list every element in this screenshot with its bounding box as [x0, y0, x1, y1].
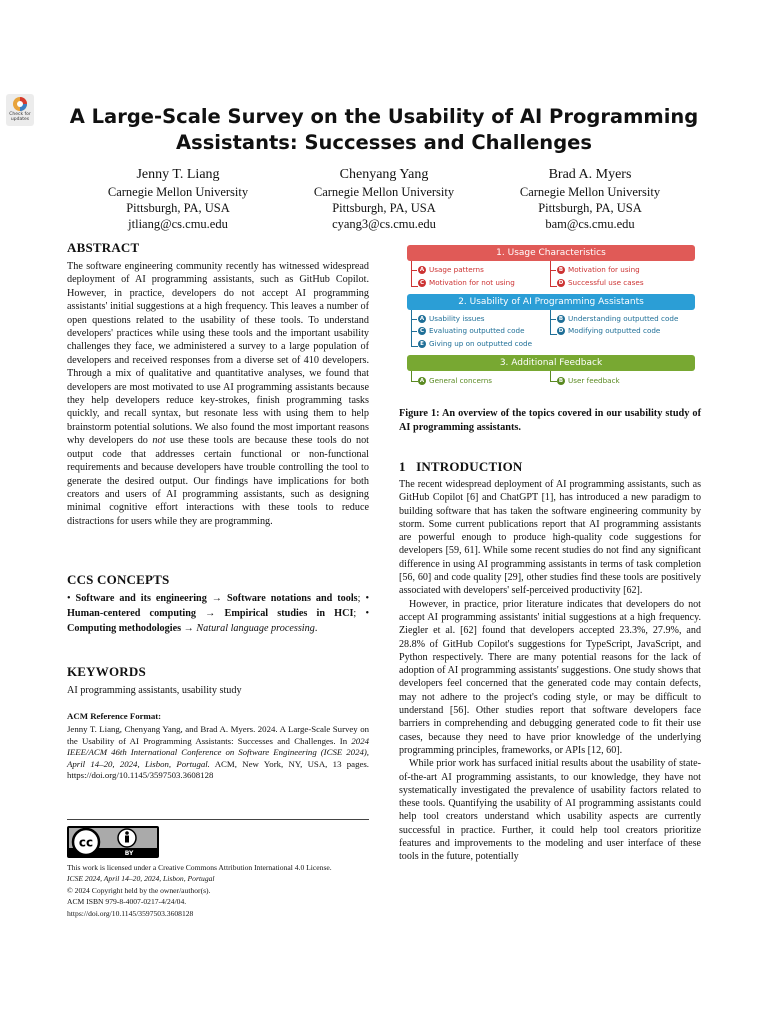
- item-label: Motivation for using: [568, 265, 640, 274]
- cc-icon: [71, 827, 101, 857]
- license-isbn: ACM ISBN 979-8-4007-0217-4/24/04.: [67, 897, 187, 907]
- keywords-text: AI programming assistants, usability study: [67, 685, 242, 696]
- ccs-term: Computing methodologies: [67, 623, 182, 634]
- item-marker: A: [419, 378, 425, 384]
- acm-ref-text: [67, 724, 369, 782]
- item-marker: B: [558, 378, 564, 384]
- item-marker: C: [419, 280, 425, 286]
- figure-section-band: 3. Additional Feedback: [407, 355, 695, 371]
- author-block: [500, 166, 680, 232]
- ccs-sep: ;: [353, 608, 357, 619]
- license-doi[interactable]: https://doi.org/10.1145/3597503.3608128: [67, 908, 194, 918]
- figure-item: [557, 265, 640, 274]
- connector: [550, 261, 557, 287]
- item-marker: A: [419, 316, 425, 322]
- intro-paragraph: However, in practice, prior literature indicates that developers do not accept AI programming assistants' initial suggestions at a high frequency. Ziegler et al. [62] found that developers accepted 23.3%, 27.9%, and 28.8% of GitHub Copilot's suggestions for TypeScript, JavaScript, and Python respectively. There are many potential reasons for the lack of adoption of AI programming assistants' suggestions. One study shows that developers feel concerned that the generated code may contain defects, may not adhere to the project's coding style, or may be difficult to understand [56]. Other studies report that software developers face barriers in comprehending and debugging generated code to fit their use cases, because they need to have prior knowledge of the underlying programming principles, frameworks, or APIs [12, 60].: [399, 598, 701, 756]
- connector: [550, 319, 556, 320]
- cc-by-logo[interactable]: [67, 826, 159, 858]
- item-label: Usage patterns: [429, 265, 484, 274]
- ccs-arrow: →: [211, 593, 222, 604]
- item-marker: E: [418, 340, 426, 348]
- acm-ref-part: Jenny T. Liang, Chenyang Yang, and Brad A. Myers. 2024. A Large-Scale Survey on the Usability of AI Programming Assistants: Successes and Challenges. In: [67, 724, 369, 746]
- item-label: User feedback: [568, 376, 620, 385]
- attribution-icon: [117, 828, 137, 848]
- updates-icon: [12, 96, 28, 112]
- figure-item: [418, 278, 515, 287]
- item-label: Motivation for not using: [429, 278, 515, 287]
- ccs-arrow: →: [183, 623, 194, 634]
- figure-item: [557, 314, 678, 323]
- acm-ref-doi[interactable]: ACM, New York, NY, USA, 13 pages. https://doi.org/10.1145/3597503.3608128: [67, 758, 369, 780]
- item-label: Successful use cases: [568, 278, 644, 287]
- item-marker: B: [558, 267, 564, 273]
- ccs-heading: CCS CONCEPTS: [67, 572, 170, 587]
- author-email[interactable]: jtliang@cs.cmu.edu: [128, 217, 228, 231]
- item-marker: A: [419, 267, 425, 273]
- figure-section-band: 2. Usability of AI Programming Assistants: [407, 294, 695, 310]
- item-marker: B: [558, 316, 564, 322]
- connector: [550, 310, 557, 335]
- ccs-term: Empirical studies in HCI: [224, 608, 354, 619]
- item-marker: D: [558, 280, 564, 286]
- author-affiliation: Carnegie Mellon University: [313, 185, 455, 199]
- ccs-sep: .: [314, 623, 318, 634]
- ccs-bullet: •: [67, 593, 71, 604]
- author-affiliation: Carnegie Mellon University: [519, 185, 661, 199]
- item-label: Modifying outputted code: [568, 326, 661, 335]
- license-copyright: © 2024 Copyright held by the owner/author(s).: [67, 885, 211, 895]
- author-affiliation: Carnegie Mellon University: [107, 185, 249, 199]
- acm-ref-venue: 2024 IEEE/ACM 46th International Conference on Software Engineering (ICSE 2024), April 14–20, 2024, Lisbon, Portugal.: [67, 735, 369, 769]
- abstract-text: [67, 260, 369, 528]
- figure-item: [557, 376, 620, 385]
- ccs-concepts: [67, 591, 369, 636]
- ccs-term: Software notations and tools: [226, 593, 358, 604]
- author-block: [88, 166, 268, 232]
- connector: [411, 310, 418, 347]
- author-name: Brad A. Myers: [548, 167, 632, 182]
- badge-label: Check for updates: [9, 112, 31, 122]
- paper-title: A Large-Scale Survey on the Usability of AI Programming Assistants: Successes and Challenges: [69, 105, 699, 154]
- section-title: INTRODUCTION: [416, 459, 523, 474]
- keywords-heading: KEYWORDS: [67, 664, 146, 679]
- connector: [411, 331, 417, 332]
- figure-item: [418, 326, 525, 335]
- acm-ref-heading: ACM Reference Format:: [67, 711, 162, 721]
- author-email[interactable]: cyang3@cs.cmu.edu: [332, 217, 436, 231]
- cc-by-label: BY: [124, 850, 134, 857]
- intro-paragraph: The recent widespread deployment of AI programming assistants, such as GitHub Copilot [6] and ChatGPT [1], has introduced a new paradigm to building software that has taken the software engineering community by storm. Some current publications report that AI programming assistants are powerful enough to produce high-quality code suggestions for developers [59, 61]. While some recent studies do not find any significant difference in using AI programming assistants in terms of task completion [56, 60] and code quality [29], other studies find these tools are positively associated with developers' self-perceived productivity [62].: [399, 479, 701, 597]
- author-location: Pittsburgh, PA, USA: [332, 201, 436, 215]
- ccs-arrow: →: [205, 608, 216, 619]
- author-location: Pittsburgh, PA, USA: [538, 201, 642, 215]
- figure-item: [557, 326, 660, 335]
- connector: [411, 261, 418, 287]
- ccs-sep: ;: [357, 593, 361, 604]
- ccs-term: Natural language processing: [196, 623, 315, 634]
- author-block: [294, 166, 474, 232]
- figure-item: [557, 278, 644, 287]
- abstract-heading: ABSTRACT: [67, 240, 140, 255]
- abstract-emphasis: not: [152, 435, 166, 447]
- abstract-text-part: use these tools are because these tools do not output code that addresses certain functional or non-functional requirements and because developers have trouble controlling the tool to generate the desired output. Our findings have implications for both creators and users of AI programming assistants, such as designing minimal cognitive effort interactions with these tools to reduce distractions for users while they are programming.: [67, 435, 369, 527]
- figure-item: [418, 376, 492, 385]
- ccs-bullet: •: [365, 608, 370, 619]
- item-label: Usability issues: [429, 314, 485, 323]
- author-location: Pittsburgh, PA, USA: [126, 201, 230, 215]
- ccs-term: Software and its engineering: [75, 593, 207, 604]
- connector: [411, 371, 418, 382]
- author-email[interactable]: bam@cs.cmu.edu: [545, 217, 635, 231]
- figure-section-band: 1. Usage Characteristics: [407, 245, 695, 261]
- svg-text:cc: cc: [78, 835, 94, 850]
- check-for-updates-badge[interactable]: [6, 94, 34, 126]
- section-number: 1: [399, 459, 406, 474]
- item-marker: D: [558, 328, 564, 334]
- intro-body: [399, 478, 701, 864]
- abstract-text-part: The software engineering community recently has witnessed widespread deployment of AI programming assistants, such as GitHub Copilot. However, in practice, developers do not accept AI programming assistants' initial suggestions at a high frequency. This leaves a number of open questions related to the usability of these tools. To understand developers' practices while using these tools and the important usability challenges they face, we administered a survey to a large population of developers and received responses from a diverse set of 410 developers. Through a mix of qualitative and quantitative analyses, we found that developers are most motivated to use AI programming assistants because they help developers reduce key-strokes, finish programming tasks quickly, and recall syntax, but resonate less with using them to help brainstorm potential solutions. We also found the most important reasons why developers do: [67, 261, 369, 447]
- license-divider: [67, 819, 369, 820]
- license-venue: ICSE 2024, April 14–20, 2024, Lisbon, Portugal: [67, 874, 215, 884]
- figure-item: [418, 265, 484, 274]
- license-line: This work is licensed under a Creative Commons Attribution International 4.0 License.: [67, 863, 332, 872]
- connector: [411, 319, 417, 320]
- item-label: Giving up on outputted code: [429, 339, 532, 348]
- figure-item: [418, 339, 532, 348]
- item-label: Understanding outputted code: [568, 314, 679, 323]
- item-label: Evaluating outputted code: [429, 326, 525, 335]
- connector: [550, 371, 557, 382]
- connector: [550, 270, 556, 271]
- item-label: General concerns: [429, 376, 493, 385]
- intro-heading: [399, 459, 522, 475]
- figure-item: [418, 314, 485, 323]
- connector: [411, 270, 417, 271]
- ccs-bullet: •: [365, 593, 370, 604]
- figure-caption: Figure 1: An overview of the topics covered in our usability study of AI programming assistants.: [399, 408, 701, 433]
- author-name: Chenyang Yang: [339, 167, 429, 182]
- intro-paragraph: While prior work has surfaced initial results about the usability of state-of-the-art AI programming assistants, to our knowledge, they have not systematically investigated the prevalence of usability factors related to these tools. Quantifying the usability of AI programming assistants could help tool creators understand which usability aspects are currently successful in practice. Further, it could help tool creators prioritize features and improvements to the modeling and user interface of these tools in the future, potentially: [399, 758, 701, 863]
- ccs-term: Human-centered computing: [67, 608, 196, 619]
- author-name: Jenny T. Liang: [136, 167, 220, 182]
- item-marker: C: [419, 328, 425, 334]
- license-block: [67, 862, 377, 919]
